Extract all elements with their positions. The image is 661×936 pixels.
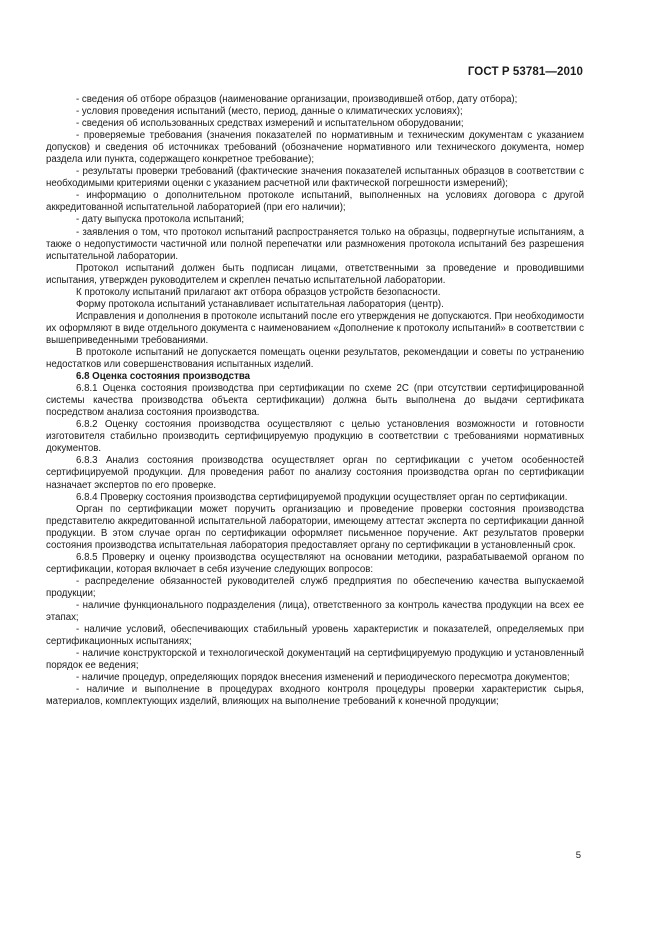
clause: 6.8.2 Оценку состояния производства осуществляют с целью установления возможности и готовности изготовителя стабильно производить сертифицируемую продукцию в соответствии с требованиями нормативных документов. [46, 419, 584, 455]
list-item: - сведения об отборе образцов (наименование организации, производившей отбор, дату отбора); [76, 94, 518, 105]
standard-designation: ГОСТ Р 53781—2010 [467, 66, 583, 78]
list-item: - наличие функционального подразделения (лица), ответственного за контроль качества продукции на всех ее этапах; [46, 599, 584, 624]
section-heading: 6.8 Оценка состояния производства [76, 371, 251, 383]
list-item: - дату выпуска протокола испытаний; [76, 214, 245, 226]
list-item: - заявления о том, что протокол испытаний распространяется только на образцы, подвергнутые испытаниям, а также о недопустимости частичной или полной перепечатки или размножения протокола испытаний без разрешения испытательной лаборатории. [46, 226, 584, 262]
list-item: - результаты проверки требований (фактические значения показателей испытанных образцов в соответствии с необходимыми критериями оценки с указанием расчетной или фактической погрешности измерений); [46, 166, 584, 190]
list-item: - наличие конструкторской и технологической документаций на сертифицируемую продукцию и установленный порядок ее ведения; [46, 648, 584, 672]
clause: 6.8.5 Проверку и оценку производства осуществляют на основании методики, разрабатываемой органом по сертификации, которая включает в себя изучение следующих вопросов: [46, 551, 584, 575]
list-item: - наличие и выполнение в процедурах входного контроля процедуры проверки характеристик сырья, материалов, комплектующих изделий, влияющих на выполнение требований к конечной продукции; [46, 684, 584, 708]
paragraph: Протокол испытаний должен быть подписан лицами, ответственными за проведение и проводившими испытания, утвержден руководителем и скреплен печатью испытательной лаборатории. [46, 262, 584, 286]
paragraph: В протоколе испытаний не допускается помещать оценки результатов, рекомендации и советы по устранению недостатков или совершенствования испытанных изделий. [46, 346, 584, 371]
list-item: - распределение обязанностей руководителей служб предприятия по обеспечению качества выпускаемой продукции; [46, 575, 584, 599]
paragraph: Орган по сертификации может поручить организацию и проведение проверки состояния производства представителю аккредитованной испытательной лаборатории, имеющему аттестат эксперта по сертификации данной продукции. В этом случае орган по сертификации оформляет письменное поручение. Акт результатов проверки состояния производства испытательная лаборатория предоставляет органу по сертификации в установленный срок. [46, 503, 584, 551]
clause: 6.8.1 Оценка состояния производства при сертификации по схеме 2С (при отсутствии сертифицированной системы качества производства объекта сертификации) должна быть выполнена до выдачи сертификата посредством анализа состояния производства. [46, 383, 584, 419]
list-item: - наличие условий, обеспечивающих стабильный уровень характеристик и показателей, определяемых при сертификационных испытаниях; [46, 624, 584, 648]
paragraph: Форму протокола испытаний устанавливает испытательная лаборатория (центр). [76, 298, 444, 310]
list-item: - сведения об использованных средствах измерений и испытательном оборудовании; [76, 118, 464, 130]
document-body [46, 94, 584, 708]
clause: 6.8.3 Анализ состояния производства осуществляет орган по сертификации с учетом особенностей сертифицируемой продукции. Для проведения работ по анализу состояния производства орган по сертификации назначает экспертов по его проверке. [46, 455, 584, 491]
clause: 6.8.4 Проверку состояния производства сертифицируемой продукции осуществляет орган по сертификации. [76, 491, 568, 503]
list-item: - проверяемые требования (значения показателей по нормативным и техническим документам с указанием допусков) и сведения об источниках требований (обозначение нормативного или технического документа, номер раздела или пункта, содержащего конкретное требование); [46, 130, 584, 166]
page-number: 5 [575, 850, 581, 861]
paragraph: Исправления и дополнения в протоколе испытаний после его утверждения не допускаются. При необходимости их оформляют в виде отдельного документа с наименованием «Дополнение к протоколу испытаний» в соответствии с вышеприведенными требованиями. [46, 310, 584, 346]
list-item: - условия проведения испытаний (место, период, данные о климатических условиях); [76, 106, 463, 118]
list-item: - информацию о дополнительном протоколе испытаний, выполненных на условиях договора с другой аккредитованной испытательной лабораторией (при его наличии); [46, 190, 584, 214]
list-item: - наличие процедур, определяющих порядок внесения изменений и периодического пересмотра документов; [76, 672, 570, 684]
paragraph: К протоколу испытаний прилагают акт отбора образцов устройств безопасности. [76, 286, 441, 298]
